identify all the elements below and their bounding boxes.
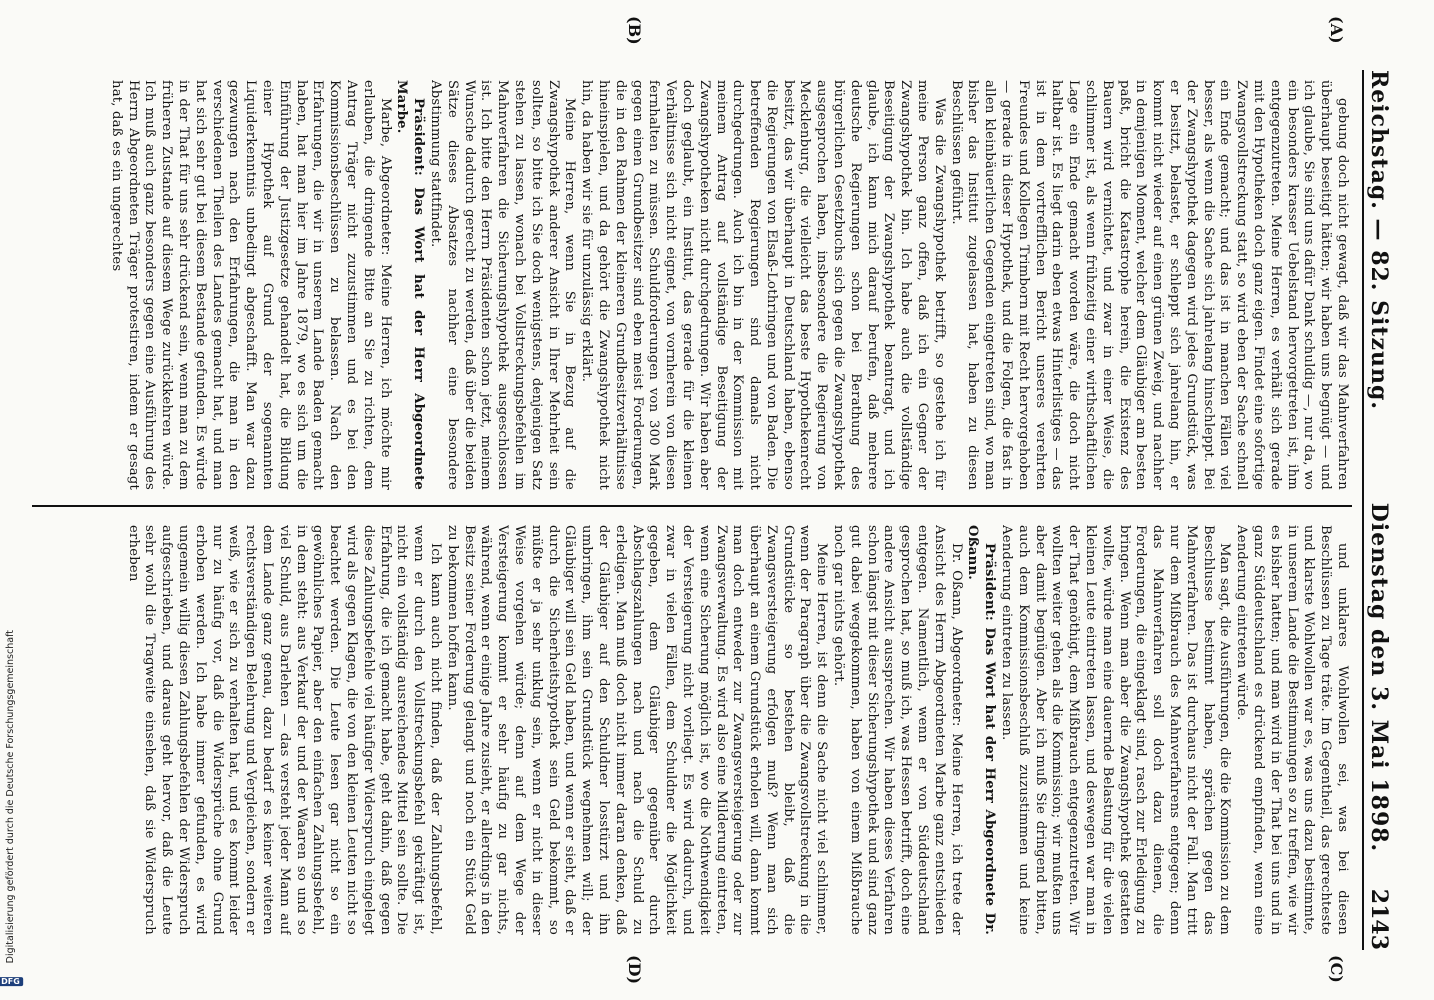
margin-marker-d: (D) bbox=[625, 955, 644, 985]
paragraph: Dr. Oßann, Abgeordneter: Meine Herren, ich trete der Ansicht des Herrn Abgeordneten Marbe ganz entschieden entgegen. Namentlich, wenn er von Süddeutschland gesprochen hat, so muß ich, was Hessen betrifft, doch eine andere Ansicht aussprechen. Wir haben dieses Verfahren schon längst mit dieser Sicherungshypothek und sind ganz gut dabei weggekommen, haben von einem Mißbrauche noch gar nichts gehört. bbox=[831, 525, 964, 935]
right-column bbox=[30, 525, 1350, 935]
paragraph: Marbe, Abgeordneter: Meine Herren, ich möchte mir erlauben, die dringende Bitte an Sie zu richten, dem Antrag Träger nicht zuzustimmen und es bei den Kommissionsbeschlüssen zu belassen. Nach den Erfahrungen, die wir in unserem Lande Baden gemacht haben, hat man hier im Jahre 1879, wo es sich um die Einführung der Justizgesetze gehandelt hat, die Bildung einer Hypothek auf Grund der sogenannten Liquiderkenntnis unbedingt abgeschafft. Man war dazu gezwungen nach den Erfahrungen, die man in den verschiedenen Theilen des Landes gemacht hat, und man hat sich sehr gut bei diesem Bestande gefunden. Es würde in der That für uns sehr drückend sein, wenn man zu dem früheren Zustande auf diesem Wege zurückkehren würde. Ich muß auch ganz besonders gegen eine Ausführung des Herrn Abgeordneten Träger protestiren, indem er gesagt hat, daß es ein ungerechtes bbox=[108, 80, 393, 490]
paragraph: Was die Zwangshypothek betrifft, so gestehe ich für meine Person ganz offen, daß ich ein Gegner der Zwangshypothek bin. Ich habe auch die vollständige Beseitigung der Zwangshypothek beantragt, und ich glaube, ich kann mich darauf berufen, daß mehrere deutsche Regierungen schon bei Berathung des bürgerlichen Gesetzbuchs sich gegen die Zwangshypothek ausgesprochen haben, insbesondere die Regierung von Mecklenburg, die vielleicht das beste Hypothekenrecht besitzt, das wir überhaupt in Deutschland haben, ebenso die Regierungen von Elsaß-Lothringen und von Baden. Die betreffenden Regierungen sind damals nicht durchgedrungen. Auch ich bin in der Kommission mit meinem Antrag auf vollständige Beseitigung der Zwangshypotheken nicht durchgedrungen. Wir haben aber doch geglaubt, ein Institut, das gerade für die kleinen Verhältnisse sich nicht eignet, von vornherein von diesen fernhalten zu müssen. Schuldforderungen von 300 Mark gegen einen Grundbesitzer sind eben meist Forderungen, die in den Rahmen der kleineren Grundbesitzverhältnisse hineinspielen, und da gehört die Zwangshypothek nicht hin, da haben wir sie für unzulässig erklärt. bbox=[579, 80, 947, 490]
paragraph: Man sagt, die Ausführungen, die die Kommission zu dem Beschlusse bestimmt haben, sprächen gegen das Mahnverfahren. Das ist durchaus nicht der Fall. Man tritt nur dem Mißbrauch des Mahnverfahrens entgegen; denn das Mahnverfahren soll doch dazu dienen, die Forderungen, die eingeklagt sind, rasch zur Erledigung zu bringen. Wenn man aber die Zwangshypothek gestatten wollte, würde man eine dauernde Belastung für die vielen kleinen Leute eintreten lassen, und deswegen war man in der That genöthigt, dem Mißbrauch entgegenzutreten. Wir wollten weiter gehen als die Kommission; wir mußten uns aber damit begnügen. Aber ich muß Sie dringend bitten, auch dem Kommissionsbeschluß zuzustimmen und keine Aenderung eintreten zu lassen. bbox=[999, 525, 1233, 935]
header-left-title: Reichstag. — 82. Sitzung. bbox=[1366, 70, 1392, 411]
column-divider bbox=[32, 505, 1352, 507]
paragraph: Meine Herren, ist denn die Sache nicht viel schlimmer, wenn der Paragraph über die Zwangsvollstreckung in die Grundstücke so bestehen bleibt, daß die Zwangsversteigerung erfolgen muß? Wenn man sich überhaupt an einem Grundstück erholen will, dann kommt man doch entweder zur Zwangsversteigerung oder zur Zwangsverwaltung. Es wird also eine Milderung eintreten, wenn eine Sicherung möglich ist, wo die Nothwendigkeit der Versteigerung nicht vorliegt. Es wird dadurch, und zwar in vielen Fällen, dem Schuldner die Möglichkeit gegeben, dem Gläubiger gegenüber durch Abschlagszahlungen nach und nach die Schuld zu erledigen. Man muß doch nicht immer daran denken, daß der Gläubiger auf den Schuldner losstürzt und ihn umbringen, ihm sein Grundstück wegnehmen will; der Gläubiger will sein Geld haben, und wenn er sieht, daß er durch die Sicherheitshypothek sein Geld bekommt, so müßte er ja sehr unklug sein, wenn er nicht in dieser Weise vorgehen würde; denn auf dem Wege der Versteigerung kommt er sehr häufig zu gar nichts, während, wenn er einige Jahre zusieht, er allerdings in den Besitz seiner Forderung gelangt und noch ein Stück Geld zu bekommen hoffen kann. bbox=[444, 525, 830, 935]
left-column bbox=[30, 80, 1350, 490]
margin-marker-a: (A) bbox=[1327, 16, 1346, 44]
dfg-logo-icon: DFG bbox=[0, 977, 23, 986]
margin-marker-c: (C) bbox=[1327, 955, 1346, 983]
paragraph: und unklares Wohlwollen sei, was bei diesen Beschlüssen zu Tage träte. Im Gegentheil, das gerechteste und klarste Wohlwollen war es, was uns dazu bestimmte, in unserem Lande die Bestimmungen so zu treffen, wie wir es bisher hatten; und man wird in der That bei uns und in ganz Süddeutschland es drückend empfinden, wenn eine Aenderung eintreten würde. bbox=[1234, 525, 1350, 935]
paragraph: gebung doch nicht gewagt, daß wir das Mahnverfahren überhaupt beseitigt hätten; wir haben uns begnügt — und ich glaube, Sie sind uns dafür Dank schuldig —, nur da, wo ein besonders krasser Uebelstand hervorgetreten ist, ihm entgegenzutreten. Meine Herren, es verhält sich gerade mit den Hypotheken doch ganz eigen. Findet eine sofortige Zwangsvollstreckung statt, so wird eben der Sache schnell ein Ende gemacht; und das ist in manchen Fällen viel besser, als wenn die Sache sich jahrelang hinschleppt. Bei der Zwangshypothek dagegen wird jedes Grundstück, was er besitzt, belastet, er schleppt sich jahrelang hin, er kommt nicht wieder auf einen grünen Zweig, und nachher in demjenigen Moment, welcher dem Gläubiger am besten paßt, bricht die Katastrophe herein, die Existenz des Bauern wird vernichtet, und zwar in einer Weise, die schlimmer ist, als wenn frühzeitig einer wirthschaftlichen Lage ein Ende gemacht worden wäre, die doch nicht haltbar ist. Es liegt darin eben etwas Hinterlistiges — das ist in dem vortrefflichen Bericht unseres verehrten Freundes und Kollegen Trimborn mit Recht hervorgehoben — gerade in dieser Hypothek, und die Folgen, die fast in allen kleinbäuerlichen Gegenden eingetreten sind, wo man bisher das Institut zugelassen hat, haben zu diesen Beschlüssen geführt. bbox=[948, 80, 1350, 490]
page-number: 2143 bbox=[1366, 888, 1392, 950]
speaker-line: Präsident: Das Wort hat der Herr Abgeordnete Marbe. bbox=[394, 80, 427, 490]
page-header bbox=[1366, 70, 1406, 950]
paragraph: Meine Herren, wenn Sie in Bezug auf die Zwangshypothek anderer Ansicht in Ihrer Mehrheit sein sollten, so bitte ich Sie doch wenigstens, denjenigen Satz stehen zu lassen, wonach bei Vollstreckungsbefehlen im Mahnverfahren die Sicherungshypothek ausgeschlossen ist. Ich bitte den Herrn Präsidenten schon jetzt, meinem Wunsche dadurch gerecht zu werden, daß über die beiden Sätze dieses Absatzes nachher eine besondere Abstimmung stattfindet. bbox=[427, 80, 578, 490]
speaker-line: Präsident: Das Wort hat der Herr Abgeordnete Dr. Oßann. bbox=[965, 525, 998, 935]
paragraph: Ich kann auch nicht finden, daß der Zahlungsbefehl, wenn er durch den Vollstreckungsbefehl gekräftigt ist, nicht ein vollständig ausreichendes Mittel sein sollte. Die Erfahrung, die ich gemacht habe, geht dahin, daß gegen diese Zahlungsbefehle viel häufiger Widerspruch eingelegt wird als gegen Klagen, die von den kleinen Leuten nicht so beachtet werden. Die Leute lesen gar nicht so ein gewöhnliches Papier, aber den einfachen Zahlungsbefehl, in dem steht: aus Verkauf der und der Waaren so und so viel Schuld, aus Darlehen — das versteht jeder Mann auf dem Lande ganz genau, dazu bedarf es keiner weiteren rechtsverständigen Belehrung und Vergleichen, sondern er weiß, wie er sich zu verhalten hat, und es kommt leider nur zu häufig vor, daß die Widersprüche ohne Grund erhoben werden. Ich habe immer gefunden, es wird ungemein willig diesen Zahlungsbefehlen der Widerspruch aufgeschrieben, und daraus geht hervor, daß die Leute sehr wohl die Tragweite einsehen, daß sie Widerspruch erheben bbox=[125, 525, 443, 935]
digitization-credit: Digitalisierung gefördert durch die Deutsche Forschungsgemeinschaft bbox=[5, 630, 16, 964]
header-rule bbox=[1362, 70, 1364, 950]
margin-marker-b: (B) bbox=[625, 16, 644, 45]
header-right-title: Dienstag den 3. Mai 1898. bbox=[1366, 502, 1392, 853]
